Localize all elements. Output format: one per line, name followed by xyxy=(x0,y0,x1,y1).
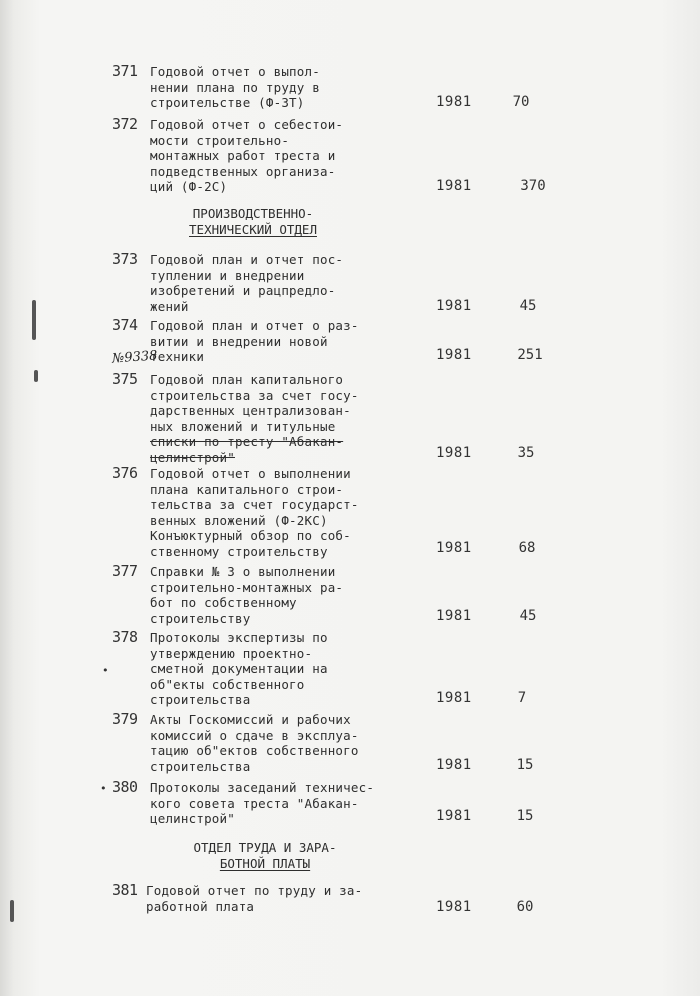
binding-mark xyxy=(32,300,36,340)
item-year: 1981 xyxy=(436,808,472,824)
item-count: 68 xyxy=(518,540,536,556)
handwritten-note: №9338 xyxy=(111,348,158,367)
item-count: 45 xyxy=(519,298,537,314)
item-year: 1981 xyxy=(436,540,472,556)
item-number: 378 xyxy=(112,628,138,646)
section-heading: ОТДЕЛ ТРУДА И ЗАРА- БОТНОЙ ПЛАТЫ xyxy=(193,840,337,871)
item-number: 374 xyxy=(112,316,138,334)
item-count: 45 xyxy=(519,608,537,624)
item-year: 1981 xyxy=(436,178,472,194)
section-heading: ПРОИЗВОДСТВЕННО- ТЕХНИЧЕСКИЙ ОТДЕЛ xyxy=(189,206,317,237)
item-count: 60 xyxy=(516,899,534,915)
item-year: 1981 xyxy=(436,690,472,706)
item-description: Справки № 3 о выполнении строительно-монтажных ра- бот по собственному строительству xyxy=(150,564,344,626)
item-number: 377 xyxy=(112,562,138,580)
item-year: 1981 xyxy=(436,608,472,624)
item-year: 1981 xyxy=(436,94,472,110)
item-number: 376 xyxy=(112,464,138,482)
item-year: 1981 xyxy=(436,445,472,461)
item-description: Годовой план и отчет пос- туплении и внедрении изобретений и рацпредло- жений xyxy=(150,252,344,314)
item-number: 373 xyxy=(112,250,138,268)
item-number: 375 xyxy=(112,370,138,388)
item-year: 1981 xyxy=(436,347,472,363)
item-description: Протоколы экспертизы по утверждению проектно- сметной документации на об"екты собственного строительства xyxy=(150,630,328,707)
binding-mark xyxy=(34,370,38,382)
item-description: Годовой отчет о выпол- нении плана по труду в строительстве (Ф-3Т) xyxy=(150,64,320,110)
item-description: Годовой план капитального строительства за счет госу- дарственных централизован- ных вложений и титульные списки по тресту "Абакан- целинстрой" xyxy=(150,372,359,465)
item-description: Протоколы заседаний техничес- кого совета треста "Абакан- целинстрой" xyxy=(150,780,375,826)
item-count: 15 xyxy=(516,757,534,773)
item-count: 251 xyxy=(517,347,543,363)
item-description: Годовой план и отчет о раз- витии и внедрении новой техники xyxy=(150,318,359,364)
bullet-mark: • xyxy=(100,782,107,795)
item-count: 70 xyxy=(512,94,530,110)
item-year: 1981 xyxy=(436,899,472,915)
bullet-mark: • xyxy=(102,664,109,677)
item-count: 15 xyxy=(516,808,534,824)
binding-mark xyxy=(10,900,14,922)
item-number: 371 xyxy=(112,62,138,80)
item-number: 380 xyxy=(112,778,138,796)
item-count: 7 xyxy=(517,690,527,706)
item-description: Годовой отчет о выполнении плана капитального строи- тельства за счет государст- венных вложений (Ф-2КС) Конъюктурный обзор по соб- ственному строительству xyxy=(150,466,359,559)
item-description: Годовой отчет по труду и за- работной плата xyxy=(146,883,363,914)
item-number: 379 xyxy=(112,710,138,728)
item-count: 35 xyxy=(517,445,535,461)
item-description: Акты Госкомиссий и рабочих комиссий о сдаче в эксплуа- тацию об"ектов собственного строительства xyxy=(150,712,359,774)
item-count: 370 xyxy=(520,178,546,194)
item-year: 1981 xyxy=(436,298,472,314)
item-number: 372 xyxy=(112,115,138,133)
item-number: 381 xyxy=(112,881,138,899)
item-description: Годовой отчет о себестои- мости строительно- монтажных работ треста и подведственных организа- ций (Ф-2С) xyxy=(150,117,344,194)
item-year: 1981 xyxy=(436,757,472,773)
